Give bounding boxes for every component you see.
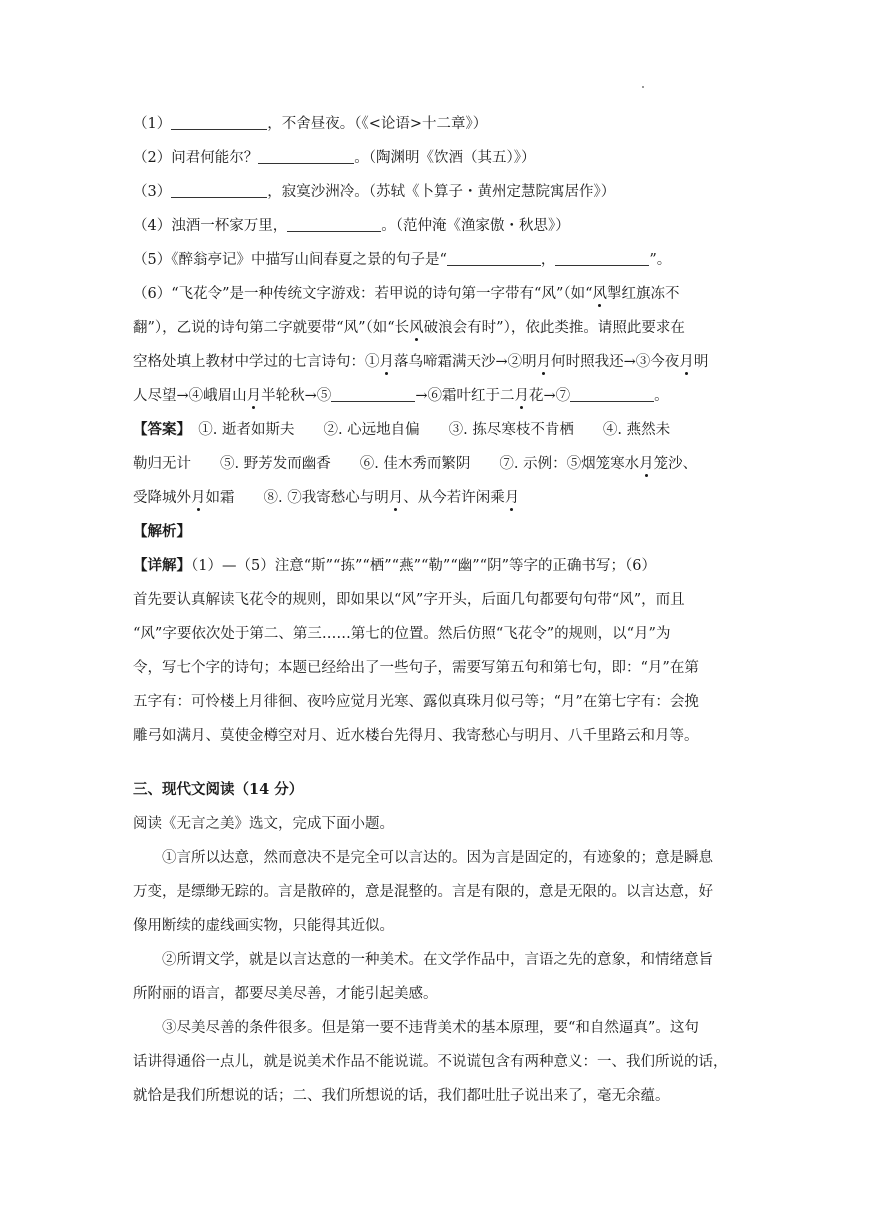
analysis-label: 【解析】 [133,523,191,540]
q3-text: ，寂寞沙洲冷。（苏轼《卜算子・黄州定慧院寓居作》） [267,184,616,200]
q4-blank[interactable] [287,215,381,232]
q6-text: （6）“飞花令”是一种传统文字游戏：若甲说的诗句第一字带有“风”（如“ [133,286,593,302]
paragraph-line: 话讲得通俗一点儿，就是说美术作品不能说谎。不说谎包含有两种意义：一、我们所说的话， [133,1054,728,1070]
answer-text: 、从今若许闲乘 [403,490,505,506]
q1-text: ，不舍昼夜。（《<论语>十二章》） [267,116,488,132]
document-page [133,107,739,1113]
q6-line-3 [133,345,739,379]
answer-block [133,413,739,515]
q6-text: 空格处填上教材中学过的七言诗句：① [133,354,380,370]
answer-text: 如霜 ⑧. ⑦我寄愁心与明 [205,490,389,506]
q5-blank-2[interactable] [555,249,649,266]
q6-line-4 [133,379,739,413]
answer-line-1 [133,413,739,447]
q5-text-pre: （5）《醉翁亭记》中描写山间春夏之景的句子是“ [133,252,447,268]
q5-text-after: ”。 [649,252,672,268]
answer-text: ①. 逝者如斯夫 ②. 心远地自偏 ③. 拣尽寒枝不肯栖 ④. 燕然未 [198,422,671,438]
q6-text: 何时照我还→③今夜 [551,354,680,370]
q4-text: 。（范仲淹《渔家傲・秋思》） [381,218,570,234]
paragraph-2 [133,943,739,1011]
q6-blank-7[interactable] [570,385,654,402]
answer-label: 【答案】 [133,421,184,438]
answer-text: 受降城外 [133,490,191,506]
question-6 [133,277,739,413]
paragraph-line: ①言所以达意，然而意决不是完全可以言达的。因为言是固定的，有迹象的；意是瞬息 [162,850,713,866]
q6-text: 破浪会有时”），依此类推。请照此要求在 [423,320,685,336]
detail-label: 【详解】 [133,557,191,574]
emphasis-char: 月 [191,490,206,506]
paragraph-line: ②所谓文学，就是以言达意的一种美术。在文学作品中，言语之先的意象，和情绪意旨 [162,952,713,968]
q3-blank[interactable] [171,181,267,198]
spacer [133,753,739,773]
q6-line-1 [133,277,739,311]
emphasis-char: 月 [388,490,404,506]
q6-text: 半轮秋→⑤ [261,388,332,404]
q4-text-pre: （4）浊酒一杯家万里， [133,218,288,234]
emphasis-char: 月 [514,388,529,404]
emphasis-char: 月 [679,354,694,370]
emphasis-char: 风 [592,286,608,302]
detail-block [133,549,739,753]
emphasis-char: 月 [504,490,520,506]
q5-text-mid: ， [540,252,556,268]
q6-text: 人尽望→④峨眉山 [133,388,247,404]
answer-line-2 [133,447,739,481]
answer-text: 笼沙、 [653,456,698,472]
detail-line-6: 雕弓如满月、莫使金樽空对月、近水楼台先得月、我寄愁心与明月、八千里路云和月等。 [133,728,699,744]
detail-text: （1）—（5）注意“斯”“拣”“栖”“燕”“勒”“幽”“阴”等字的正确书写；（6） [191,558,656,574]
paragraph-3 [133,1011,739,1113]
detail-line-4: 令，写七个字的诗句；本题已经给出了一些句子，需要写第五句和第七句，即：“月”在第 [133,660,699,676]
answer-line-3 [133,481,739,515]
emphasis-char: 风 [409,320,424,336]
emphasis-char: 月 [379,354,394,370]
q3-number: （3） [133,184,172,200]
section-3-intro: 阅读《无言之美》选文，完成下面小题。 [133,816,394,832]
detail-line-1 [133,549,739,583]
question-2 [133,141,739,175]
q2-text: 。（陶渊明《饮酒（其五）》） [354,150,536,166]
q6-text: 明 [693,354,709,370]
q2-blank[interactable] [258,147,354,164]
q6-line-2 [133,311,739,345]
paragraph-line: 所附丽的语言，都要尽美尽善，才能引起美感。 [133,986,438,1002]
emphasis-char: 月 [639,456,654,472]
q1-blank[interactable] [171,113,267,130]
paragraph-1 [133,841,739,943]
emphasis-char: 月 [536,354,552,370]
section-3-title: 三、现代文阅读（14 分） [133,781,304,798]
q2-text-pre: （2）问君何能尔？ [133,150,259,166]
q6-text: 掣红旗冻不 [607,286,680,302]
paragraph-line: 像用断续的虚线画实物，只能得其近似。 [133,918,394,934]
question-3 [133,175,739,209]
emphasis-char: 月 [246,388,262,404]
q6-text: 落乌啼霜满天沙→②明 [394,354,537,370]
paragraph-line: 万变，是缥缈无踪的。言是散碎的，意是混整的。言是有限的，意是无限的。以言达意，好 [133,884,713,900]
q6-text: →⑥霜叶红于二 [415,388,515,404]
question-1 [133,107,739,141]
paragraph-line: 就恰是我们所想说的话；二、我们所想说的话，我们都吐肚子说出来了，毫无余蕴。 [133,1088,670,1104]
answer-text: 勒归无计 ⑤. 野芳发而幽香 ⑥. 佳木秀而繁阴 ⑦. 示例：⑤烟笼寒水 [133,456,640,472]
paragraph-line: ③尽美尽善的条件很多。但是第一要不违背美术的基本原理，要“和自然逼真”。这句 [162,1020,699,1036]
q6-text: 花→⑦ [528,388,571,404]
detail-line-3: “风”字要依次处于第二、第三……第七的位置。然后仿照“飞花令”的规则，以“月”为 [133,626,671,642]
stray-dot-mark [642,86,644,88]
q6-blank-5[interactable] [331,385,415,402]
q5-blank-1[interactable] [447,249,541,266]
question-5 [133,243,739,277]
q6-text: 。 [654,388,669,404]
detail-line-5: 五字有：可怜楼上月徘徊、夜吟应觉月光寒、露似真珠月似弓等；“月”在第七字有：会挽 [133,694,699,710]
detail-line-2: 首先要认真解读飞花令的规则，即如果以“风”字开头，后面几句都要句句带“风”，而且 [133,592,685,608]
q1-number: （1） [133,116,172,132]
question-4 [133,209,739,243]
q6-text: 翻”），乙说的诗句第二字就要带“风”（如“长 [133,320,410,336]
